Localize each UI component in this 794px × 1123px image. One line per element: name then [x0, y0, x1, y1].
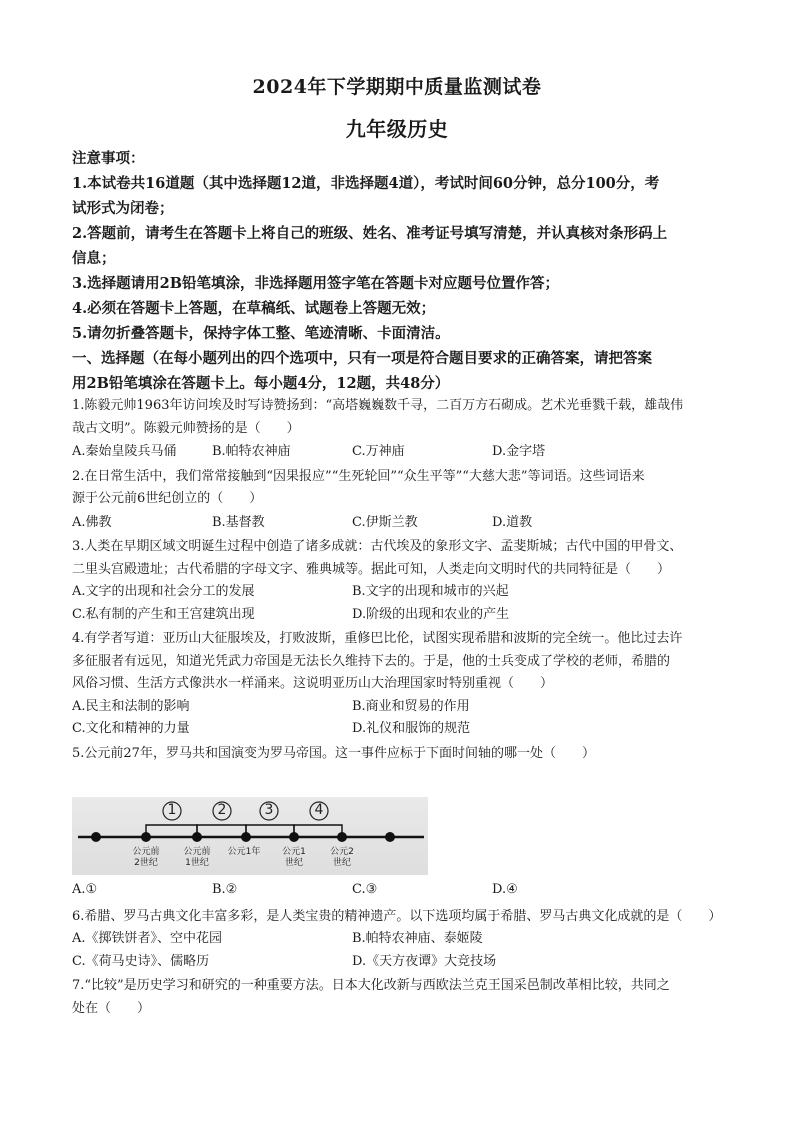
- timeline-label: 公元前 2世纪: [132, 847, 160, 868]
- question-5-stem: [72, 743, 732, 766]
- option-a: A.《掷铁饼者》、空中花园: [72, 931, 223, 946]
- options-row: [72, 928, 732, 951]
- options-row: [72, 604, 732, 627]
- timeline-number-4: 4: [314, 802, 324, 818]
- timeline-bracket-4: [294, 825, 342, 835]
- question-line: 5.公元前27年，罗马共和国演变为罗马帝国。这一事件应标于下面时间轴的哪一处（ ）: [72, 745, 595, 761]
- notice-line: 5.请勿折叠答题卡，保持字体工整、笔迹清晰、卡面清洁。: [72, 325, 450, 342]
- timeline-label: 公元1 世纪: [282, 847, 306, 868]
- question-line: 多征服者有远见，知道光凭武力帝国是无法长久维持下去的。于是，他的士兵变成了学校的老师，希腊的: [72, 653, 671, 669]
- options-row: [72, 879, 732, 902]
- option-d: D.礼仪和服饰的规范: [352, 721, 471, 736]
- options-row: [72, 696, 732, 719]
- question-line: 源于公元前6世纪创立的（ ）: [72, 491, 263, 506]
- option-b: B.帕特农神庙、泰姬陵: [352, 931, 483, 946]
- question-4: [72, 628, 732, 741]
- option-c: C.③: [352, 882, 378, 897]
- question-line: 处在（ ）: [72, 1000, 151, 1016]
- questions-block-1: [72, 395, 732, 765]
- option-a: A.文字的出现和社会分工的发展: [72, 584, 255, 599]
- question-2: [72, 466, 732, 535]
- question-line: 哉古文明”。陈毅元帅赞扬的是（ ）: [72, 420, 300, 436]
- option-d: D.④: [492, 882, 518, 897]
- notice-heading: 注意事项：: [72, 150, 145, 167]
- notice-section: [72, 146, 732, 396]
- question-1: [72, 395, 732, 464]
- options-row: [72, 718, 732, 741]
- question-3: [72, 536, 732, 626]
- notice-line: 试形式为闭卷；: [72, 200, 174, 217]
- question-line: 1.陈毅元帅1963年访问埃及时写诗赞扬到：“高塔巍巍数千寻，二百万方石砌成。艺术光垂戮千载，雄哉伟: [72, 398, 684, 413]
- options-row: [72, 512, 732, 535]
- timeline-figure: [72, 797, 428, 875]
- notice-line: 信息；: [72, 250, 116, 267]
- options-row: [72, 951, 732, 974]
- section-heading-line: 用2B铅笔填涂在答题卡上。每小题4分，12题，共48分）: [72, 375, 450, 392]
- option-c: C.万神庙: [352, 444, 405, 459]
- questions-block-2: [72, 879, 732, 1020]
- timeline-label: 公元2 世纪: [330, 847, 354, 868]
- notice-line: 2.答题前，请考生在答题卡上将自己的班级、姓名、准考证号填写清楚，并认真核对条形码上: [72, 225, 668, 242]
- timeline-dot: [385, 832, 395, 842]
- option-b: B.商业和贸易的作用: [352, 698, 470, 714]
- timeline-bracket-2: [197, 825, 246, 835]
- option-d: D.阶级的出现和农业的产生: [352, 606, 510, 622]
- option-a: A.秦始皇陵兵马俑: [72, 444, 177, 459]
- question-line: 风俗习惯、生活方式像洪水一样涌来。这说明亚历山大治理国家时特别重视（ ）: [72, 676, 554, 691]
- timeline-number-2: 2: [217, 802, 227, 818]
- option-c: C.《荷马史诗》、儒略历: [72, 953, 210, 969]
- question-line: 二里头宫殿遗址；古代希腊的字母文字、雅典城等。据此可知，人类走向文明时代的共同特征是（ ）: [72, 561, 671, 577]
- option-c: C.伊斯兰教: [352, 514, 418, 530]
- option-b: B.文字的出现和城市的兴起: [352, 584, 509, 599]
- option-a: A.民主和法制的影响: [72, 698, 190, 714]
- notice-line: 1.本试卷共16道题（其中选择题12道，非选择题4道），考试时间60分钟，总分100分，考: [72, 175, 660, 192]
- notice-line: 3.选择题请用2B铅笔填涂，非选择题用签字笔在答题卡对应题号位置作答；: [72, 275, 559, 292]
- option-d: D.金字塔: [492, 444, 546, 459]
- exam-subtitle: 九年级历史: [345, 117, 449, 141]
- question-line: 2.在日常生活中，我们常常接触到“因果报应”“生死轮回”“众生平等”“大慈大悲”等词语。这些词语来: [72, 468, 645, 484]
- question-line: 3.人类在早期区域文明诞生过程中创造了诸多成就：古代埃及的象形文字、孟斐斯城；古代中国的甲骨文、: [72, 539, 683, 554]
- option-d: D.道教: [492, 514, 533, 530]
- option-a: A.佛教: [72, 514, 112, 530]
- timeline-bracket-3: [246, 825, 294, 835]
- notice-line: 4.必须在答题卡上答题，在草稿纸、试题卷上答题无效；: [72, 300, 436, 317]
- timeline-number-3: 3: [264, 802, 274, 818]
- option-c: C.私有制的产生和王宫建筑出现: [72, 606, 255, 622]
- options-row: [72, 581, 732, 604]
- question-line: 6.希腊、罗马古典文化丰富多彩，是人类宝贵的精神遗产。以下选项均属于希腊、罗马古典文化成就的是（ ）: [72, 908, 722, 924]
- question-line: 4.有学者写道：亚历山大征服埃及，打败波斯，重修巴比伦，试图实现希腊和波斯的完全统一。他比过去许: [72, 631, 683, 646]
- options-row: [72, 441, 732, 464]
- timeline-dot: [91, 832, 101, 842]
- timeline-label: 公元1年: [227, 847, 261, 857]
- option-d: D.《天方夜谭》大竞技场: [352, 953, 497, 969]
- option-b: B.基督教: [212, 514, 265, 530]
- question-line: 7.“比较”是历史学习和研究的一种重要方法。日本大化改新与西欧法兰克王国采邑制改革相比较，共同之: [72, 978, 670, 993]
- option-c: C.文化和精神的力量: [72, 721, 190, 736]
- option-b: B.②: [212, 882, 238, 897]
- timeline-label: 公元前 1世纪: [183, 847, 211, 868]
- option-b: B.帕特农神庙: [212, 444, 291, 459]
- option-a: A.①: [72, 882, 98, 897]
- timeline-number-1: 1: [167, 802, 177, 818]
- exam-title: 2024年下学期期中质量监测试卷: [252, 76, 542, 98]
- section-heading-line: 一、选择题（在每小题列出的四个选项中，只有一项是符合题目要求的正确答案，请把答案: [72, 350, 652, 367]
- question-7: [72, 975, 732, 1020]
- timeline-bracket-1: [146, 825, 197, 835]
- question-6: [72, 906, 732, 974]
